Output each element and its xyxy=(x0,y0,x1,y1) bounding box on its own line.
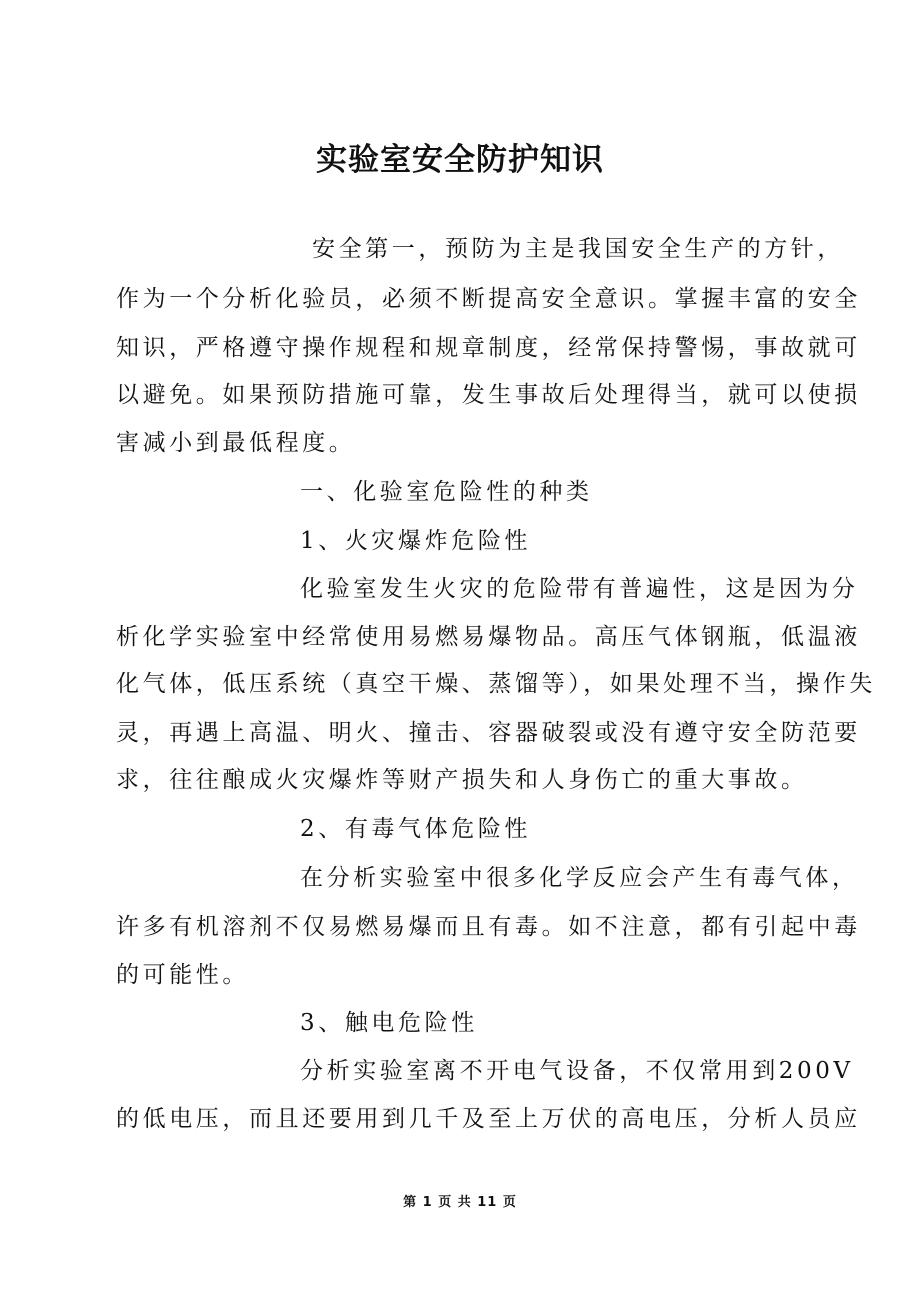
paragraph-line: 的可能性。 xyxy=(116,962,249,988)
paragraph-line: 分析实验室离不开电气设备，不仅常用到200V xyxy=(300,1058,854,1084)
paragraph-line: 化气体，低压系统（真空干燥、蒸馏等），如果处理不当，操作失 xyxy=(116,671,876,697)
paragraph-line: 以避免。如果预防措施可靠，发生事故后处理得当，就可以使损 xyxy=(116,382,861,408)
paragraph-line: 作为一个分析化验员，必须不断提高安全意识。掌握丰富的安全 xyxy=(116,286,861,312)
paragraph-line: 化验室发生火灾的危险带有普遍性，这是因为分 xyxy=(300,576,859,602)
paragraph-line: 害减小到最低程度。 xyxy=(116,430,356,456)
page-title: 实验室安全防护知识 xyxy=(316,142,604,178)
subsection-heading: 3、触电危险性 xyxy=(300,1010,478,1036)
paragraph-line: 求，往往酿成火灾爆炸等财产损失和人身伤亡的重大事故。 xyxy=(116,767,808,793)
paragraph-line: 析化学实验室中经常使用易燃易爆物品。高压气体钢瓶，低温液 xyxy=(116,624,861,650)
paragraph-line: 在分析实验室中很多化学反应会产生有毒气体， xyxy=(300,865,859,891)
subsection-heading: 2、有毒气体危险性 xyxy=(300,816,532,842)
section-heading: 一、化验室危险性的种类 xyxy=(300,479,593,505)
paragraph-line: 许多有机溶剂不仅易燃易爆而且有毒。如不注意，都有引起中毒 xyxy=(116,914,861,940)
page-footer: 第 1 页 共 11 页 xyxy=(403,1195,517,1210)
paragraph-line: 的低电压，而且还要用到几千及至上万伏的高电压，分析人员应 xyxy=(116,1106,861,1132)
subsection-heading: 1、火灾爆炸危险性 xyxy=(300,528,532,554)
paragraph-line: 灵，再遇上高温、明火、撞击、容器破裂或没有遵守安全防范要 xyxy=(116,720,861,746)
paragraph-line: 知识，严格遵守操作规程和规章制度，经常保持警惕，事故就可 xyxy=(116,335,861,361)
paragraph-line: 安全第一，预防为主是我国安全生产的方针， xyxy=(312,236,844,262)
